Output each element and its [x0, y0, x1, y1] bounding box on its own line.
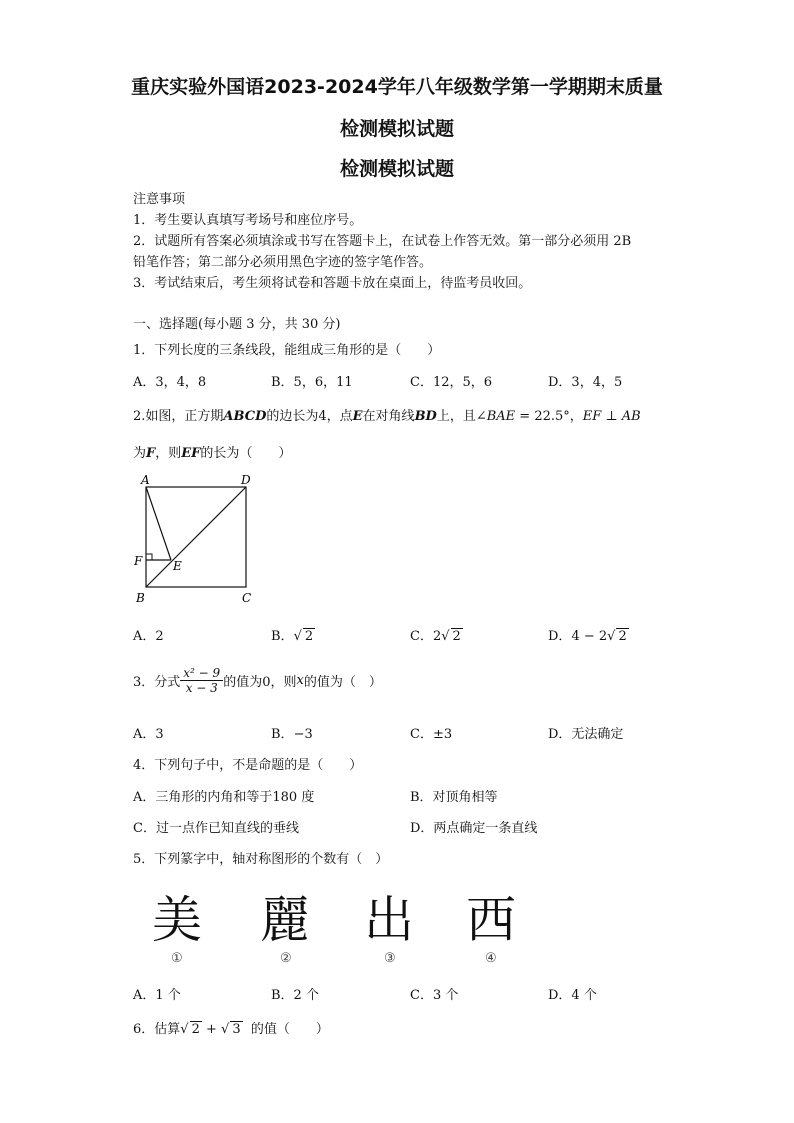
- glyph-mark-4: ④: [485, 951, 497, 966]
- q5-option-c: C．3 个: [410, 988, 459, 1003]
- glyph-mark-1: ①: [171, 951, 183, 966]
- page-title-line1: 重庆实验外国语2023-2024学年八年级数学第一学期期末质量: [131, 76, 663, 98]
- page-title-line3: 检测模拟试题: [339, 158, 454, 180]
- question-4-stem: 4．下列句子中，不是命题的是（ ）: [133, 758, 363, 773]
- q4-option-d: D．两点确定一条直线: [410, 821, 538, 836]
- q1-option-a: A．3，4，8: [133, 375, 207, 390]
- q3-option-d: D．无法确定: [548, 727, 624, 742]
- label-a: A: [141, 473, 150, 487]
- q1-option-d: D．3，4，5: [548, 375, 623, 390]
- question-5-stem: 5．下列篆字中，轴对称图形的个数有（ ）: [133, 852, 389, 867]
- seal-glyph-4: 西: [466, 891, 516, 949]
- question-1-stem: 1．下列长度的三条线段，能组成三角形的是（ ）: [133, 343, 441, 358]
- seal-glyph-3: 出: [364, 891, 414, 949]
- notes-heading: 注意事项: [133, 192, 186, 207]
- q2-option-d: D．4 − 2√ 2: [548, 629, 627, 644]
- diagonal-bd: [146, 487, 246, 587]
- label-e: E: [173, 559, 182, 573]
- section-heading: 一、选择题(每小题 3 分，共 30 分): [133, 317, 341, 332]
- right-angle-mark: [146, 554, 152, 560]
- label-b: B: [136, 591, 145, 605]
- segment-ae: [146, 487, 171, 560]
- question-2-stem: 2.如图，正方期ABCD的边长为4，点E在对角线BD上，且∠BAE = 22.5°，EF ⊥ AB: [133, 409, 641, 424]
- fraction: $\frac{\text{x² − 9}}{x - 3}$: [180, 666, 223, 695]
- glyph-mark-3: ③: [384, 951, 396, 966]
- q4-option-b: B．对顶角相等: [410, 790, 498, 805]
- q2-option-c: C．2√ 2: [410, 629, 461, 644]
- question-6-stem: 6．估算√ 2 + √ 3 的值（ ）: [133, 1022, 329, 1037]
- page-title-line2: 检测模拟试题: [339, 118, 454, 140]
- q3-option-a: A．3: [133, 727, 164, 742]
- question-2-stem-line2: 为F，则EF的长为（ ）: [133, 446, 292, 461]
- q5-option-b: B．2 个: [271, 988, 319, 1003]
- notes-item-2a: 2．试题所有答案必须填涂或书写在答题卡上，在试卷上作答无效。第一部分必须用 2B: [133, 234, 632, 249]
- q3-option-b: B．−3: [271, 727, 313, 742]
- seal-glyph-2: 麗: [260, 891, 310, 949]
- label-f: F: [134, 554, 143, 568]
- notes-item-3: 3．考试结束后，考生须将试卷和答题卡放在桌面上，待监考员收回。: [133, 276, 532, 291]
- label-d: D: [241, 473, 251, 487]
- q4-option-c: C．过一点作已知直线的垂线: [133, 821, 299, 836]
- q1-option-b: B．5，6，11: [271, 375, 353, 390]
- q1-option-c: C．12，5，6: [410, 375, 493, 390]
- q2-option-a: A．2: [133, 629, 164, 644]
- seal-glyph-1: 美: [152, 891, 202, 949]
- q5-option-d: D．4 个: [548, 988, 597, 1003]
- notes-item-2b: 铅笔作答；第二部分必须用黑色字迹的签字笔作答。: [133, 255, 433, 270]
- question-3-stem: 3．分式 $\frac{\text{x² − 9}}{x - 3}$ 的值为0，则x的值为（ ）: [133, 666, 382, 695]
- label-c: C: [242, 591, 252, 605]
- q4-option-a: A．三角形的内角和等于180 度: [133, 790, 315, 805]
- q3-option-c: C．±3: [410, 727, 453, 742]
- notes-item-1: 1．考生要认真填写考场号和座位序号。: [133, 213, 363, 228]
- q2-option-b: B．√ 2: [271, 629, 314, 644]
- square-diagram: [128, 470, 268, 610]
- q5-option-a: A．1 个: [133, 988, 181, 1003]
- glyph-mark-2: ②: [280, 951, 292, 966]
